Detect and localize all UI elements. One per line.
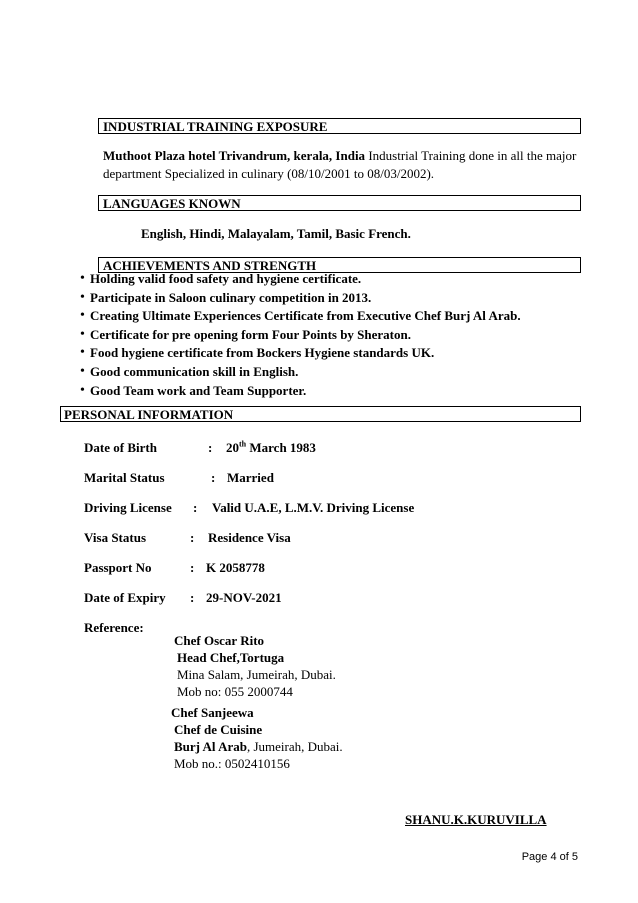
passport-value: K 2058778 bbox=[206, 560, 265, 575]
marital-value: Married bbox=[227, 470, 274, 485]
passport-label: Passport No bbox=[84, 560, 152, 575]
reference-2 bbox=[171, 704, 343, 772]
industrial-training-line2: department Specialized in culinary (08/10/2001 to 08/03/2002). bbox=[103, 166, 435, 181]
list-item: • Food hygiene certificate from Bockers Hygiene standards UK. bbox=[82, 344, 521, 363]
driving-sep: : bbox=[193, 500, 198, 515]
reference-1-name: Chef Oscar Rito bbox=[174, 633, 265, 648]
achievements-list bbox=[82, 270, 521, 400]
list-item: • Creating Ultimate Experiences Certificate from Executive Chef Burj Al Arab. bbox=[82, 307, 521, 326]
industrial-desc: Industrial Training done in all the major bbox=[365, 148, 577, 163]
list-item: • Good Team work and Team Supporter. bbox=[82, 382, 521, 401]
passport-sep: : bbox=[190, 560, 195, 575]
expiry-value: 29-NOV-2021 bbox=[206, 590, 282, 605]
personal-info-heading: PERSONAL INFORMATION bbox=[60, 406, 581, 422]
page-number: Page 4 of 5 bbox=[521, 851, 578, 863]
expiry-label: Date of Expiry bbox=[84, 590, 166, 605]
reference-2-address: Burj Al Arab, Jumeirah, Dubai. bbox=[174, 739, 343, 754]
driving-label: Driving License bbox=[84, 500, 172, 515]
list-item: • Certificate for pre opening form Four Points by Sheraton. bbox=[82, 326, 521, 345]
dob-label: Date of Birth bbox=[84, 440, 157, 455]
marital-sep: : bbox=[211, 470, 216, 485]
visa-sep: : bbox=[190, 530, 195, 545]
visa-label: Visa Status bbox=[84, 530, 147, 545]
expiry-sep: : bbox=[190, 590, 195, 605]
reference-2-name: Chef Sanjeewa bbox=[171, 705, 254, 720]
marital-label: Marital Status bbox=[84, 470, 165, 485]
list-item: • Holding valid food safety and hygiene certificate. bbox=[82, 270, 521, 289]
list-item: • Good communication skill in English. bbox=[82, 363, 521, 382]
languages-heading: LANGUAGES KNOWN bbox=[98, 195, 581, 211]
reference-label: Reference: bbox=[84, 620, 144, 635]
reference-1-mobile: Mob no: 055 2000744 bbox=[177, 684, 293, 699]
dob-value: 20th March 1983 bbox=[226, 439, 316, 455]
reference-1-address: Mina Salam, Jumeirah, Dubai. bbox=[177, 667, 336, 682]
reference-1-title: Head Chef,Tortuga bbox=[177, 650, 285, 665]
reference-1 bbox=[174, 632, 336, 700]
industrial-training-heading: INDUSTRIAL TRAINING EXPOSURE bbox=[98, 118, 581, 134]
driving-value: Valid U.A.E, L.M.V. Driving License bbox=[212, 500, 415, 515]
achievements-heading: ACHIEVEMENTS AND STRENGTH bbox=[98, 257, 581, 273]
dob-sep: : bbox=[208, 440, 213, 455]
signature-name: SHANU.K.KURUVILLA bbox=[405, 812, 547, 827]
languages-list: English, Hindi, Malayalam, Tamil, Basic French. bbox=[141, 226, 411, 241]
reference-2-title: Chef de Cuisine bbox=[174, 722, 263, 737]
hotel-name: Muthoot Plaza hotel Trivandrum, kerala, India bbox=[103, 148, 366, 163]
visa-value: Residence Visa bbox=[208, 530, 291, 545]
industrial-training-line1 bbox=[103, 148, 576, 164]
list-item: • Participate in Saloon culinary competition in 2013. bbox=[82, 289, 521, 308]
reference-2-mobile: Mob no.: 0502410156 bbox=[174, 756, 290, 771]
